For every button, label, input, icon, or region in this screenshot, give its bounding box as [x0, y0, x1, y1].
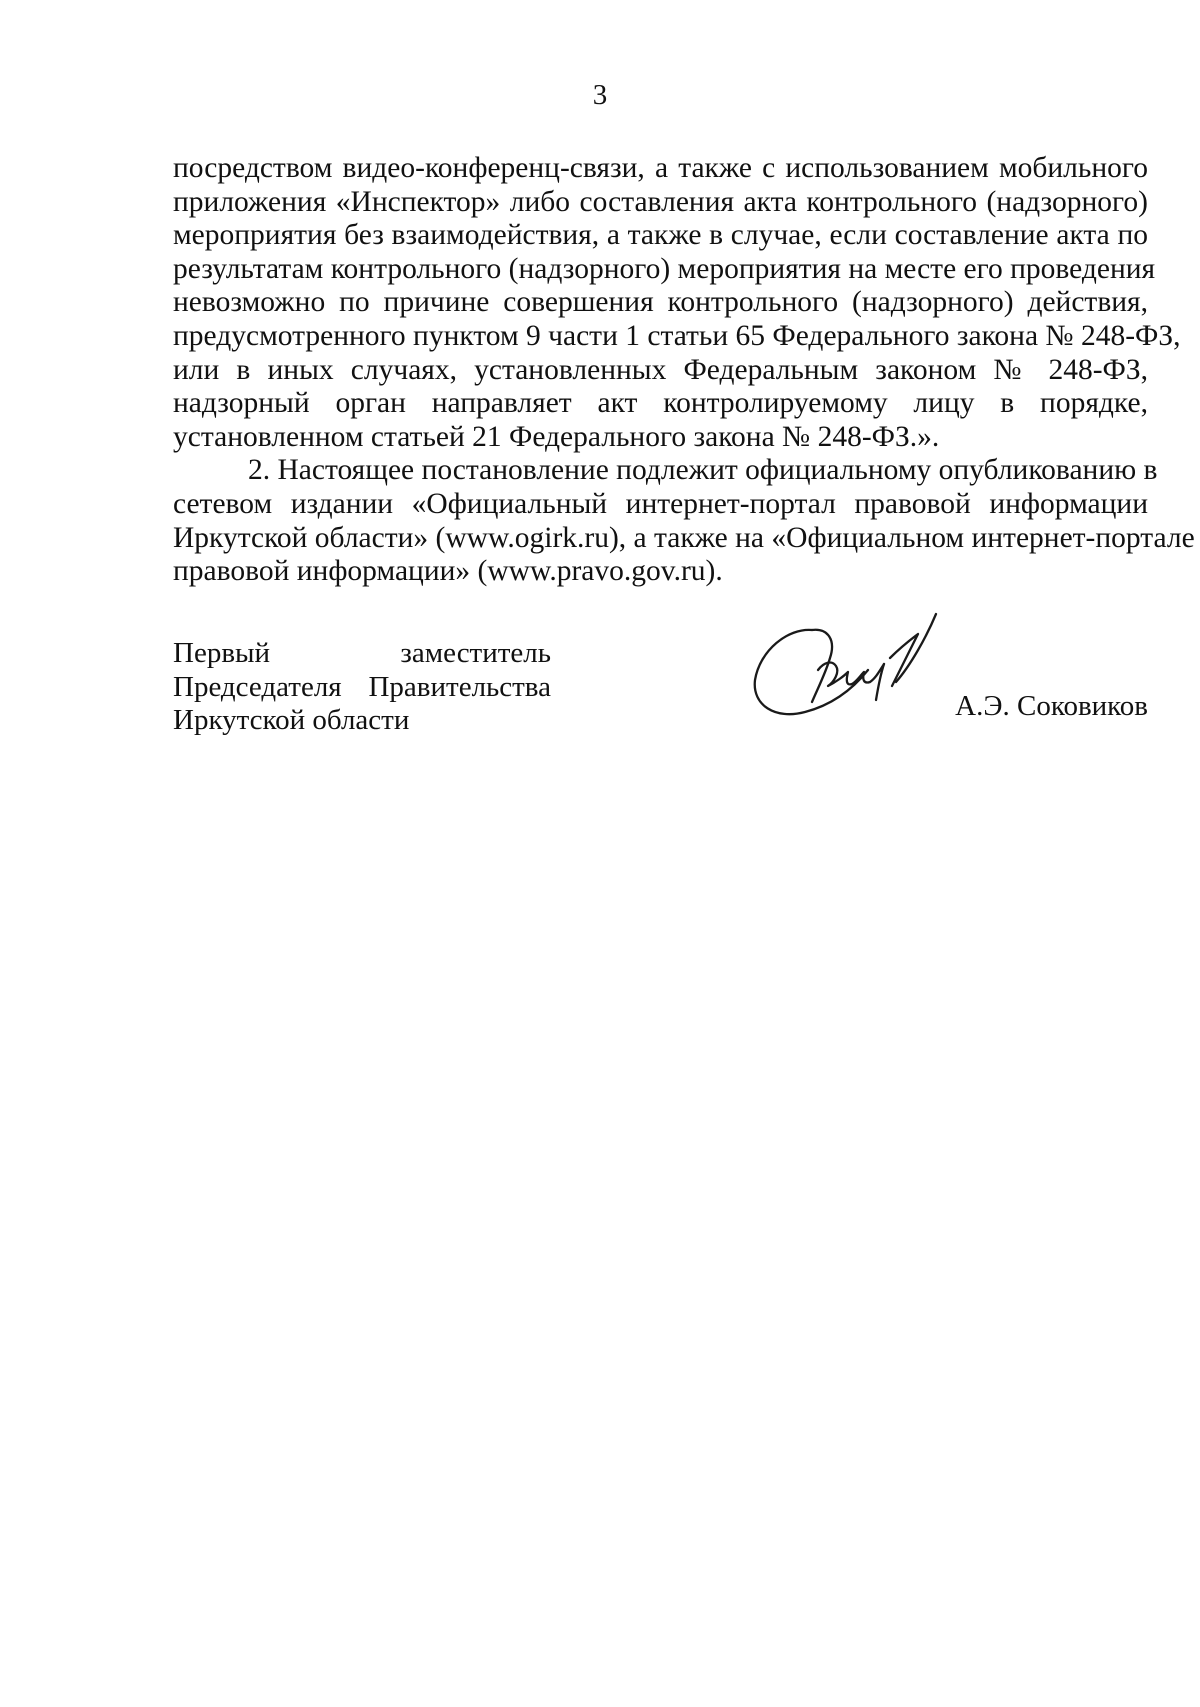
- paragraph-1-last-line: установленном статьей 21 Федерального закона № 248-ФЗ.».: [173, 420, 940, 453]
- signer-name: А.Э. Соковиков: [955, 690, 1148, 722]
- paragraph-2-last-line: правовой информации» (www.pravo.gov.ru).: [173, 555, 723, 588]
- handwritten-signature: [750, 610, 965, 740]
- signatory-title-line: Председателя Правительства: [173, 670, 551, 703]
- paragraph-1-line: невозможно по причине совершения контрольного (надзорного) действия,: [173, 286, 1148, 319]
- paragraph-1-line: посредством видео-конференц-связи, а также с использованием мобильного: [173, 152, 1148, 184]
- paragraph-1-line: надзорный орган направляет акт контролируемому лицу в порядке,: [173, 387, 1148, 420]
- paragraph-2-line: сетевом издании «Официальный интернет-портал правовой информации: [173, 487, 1148, 520]
- signatory-title-line: Первый заместитель: [173, 637, 551, 669]
- paragraph-1-line: результатам контрольного (надзорного) мероприятия на месте его проведения: [173, 252, 1156, 285]
- document-body: [173, 152, 1195, 589]
- paragraph-1-line: приложения «Инспектор» либо составления акта контрольного (надзорного): [173, 185, 1148, 218]
- paragraph-1-line: предусмотренного пунктом 9 части 1 статьи 65 Федерального закона № 248-ФЗ,: [173, 319, 1181, 352]
- paragraph-1-line: мероприятия без взаимодействия, а также в случае, если составление акта по: [173, 219, 1148, 252]
- paragraph-2-first-line: 2. Настоящее постановление подлежит официальному опубликованию в: [248, 454, 1158, 487]
- signatory-title: [173, 637, 551, 742]
- page-number: 3: [592, 79, 608, 111]
- paragraph-1-line: или в иных случаях, установленных Федеральным законом № 248-ФЗ,: [173, 353, 1148, 386]
- signatory-title-line: Иркутской области: [173, 704, 410, 737]
- paragraph-2-line: Иркутской области» (www.ogirk.ru), а также на «Официальном интернет-портале: [173, 521, 1195, 554]
